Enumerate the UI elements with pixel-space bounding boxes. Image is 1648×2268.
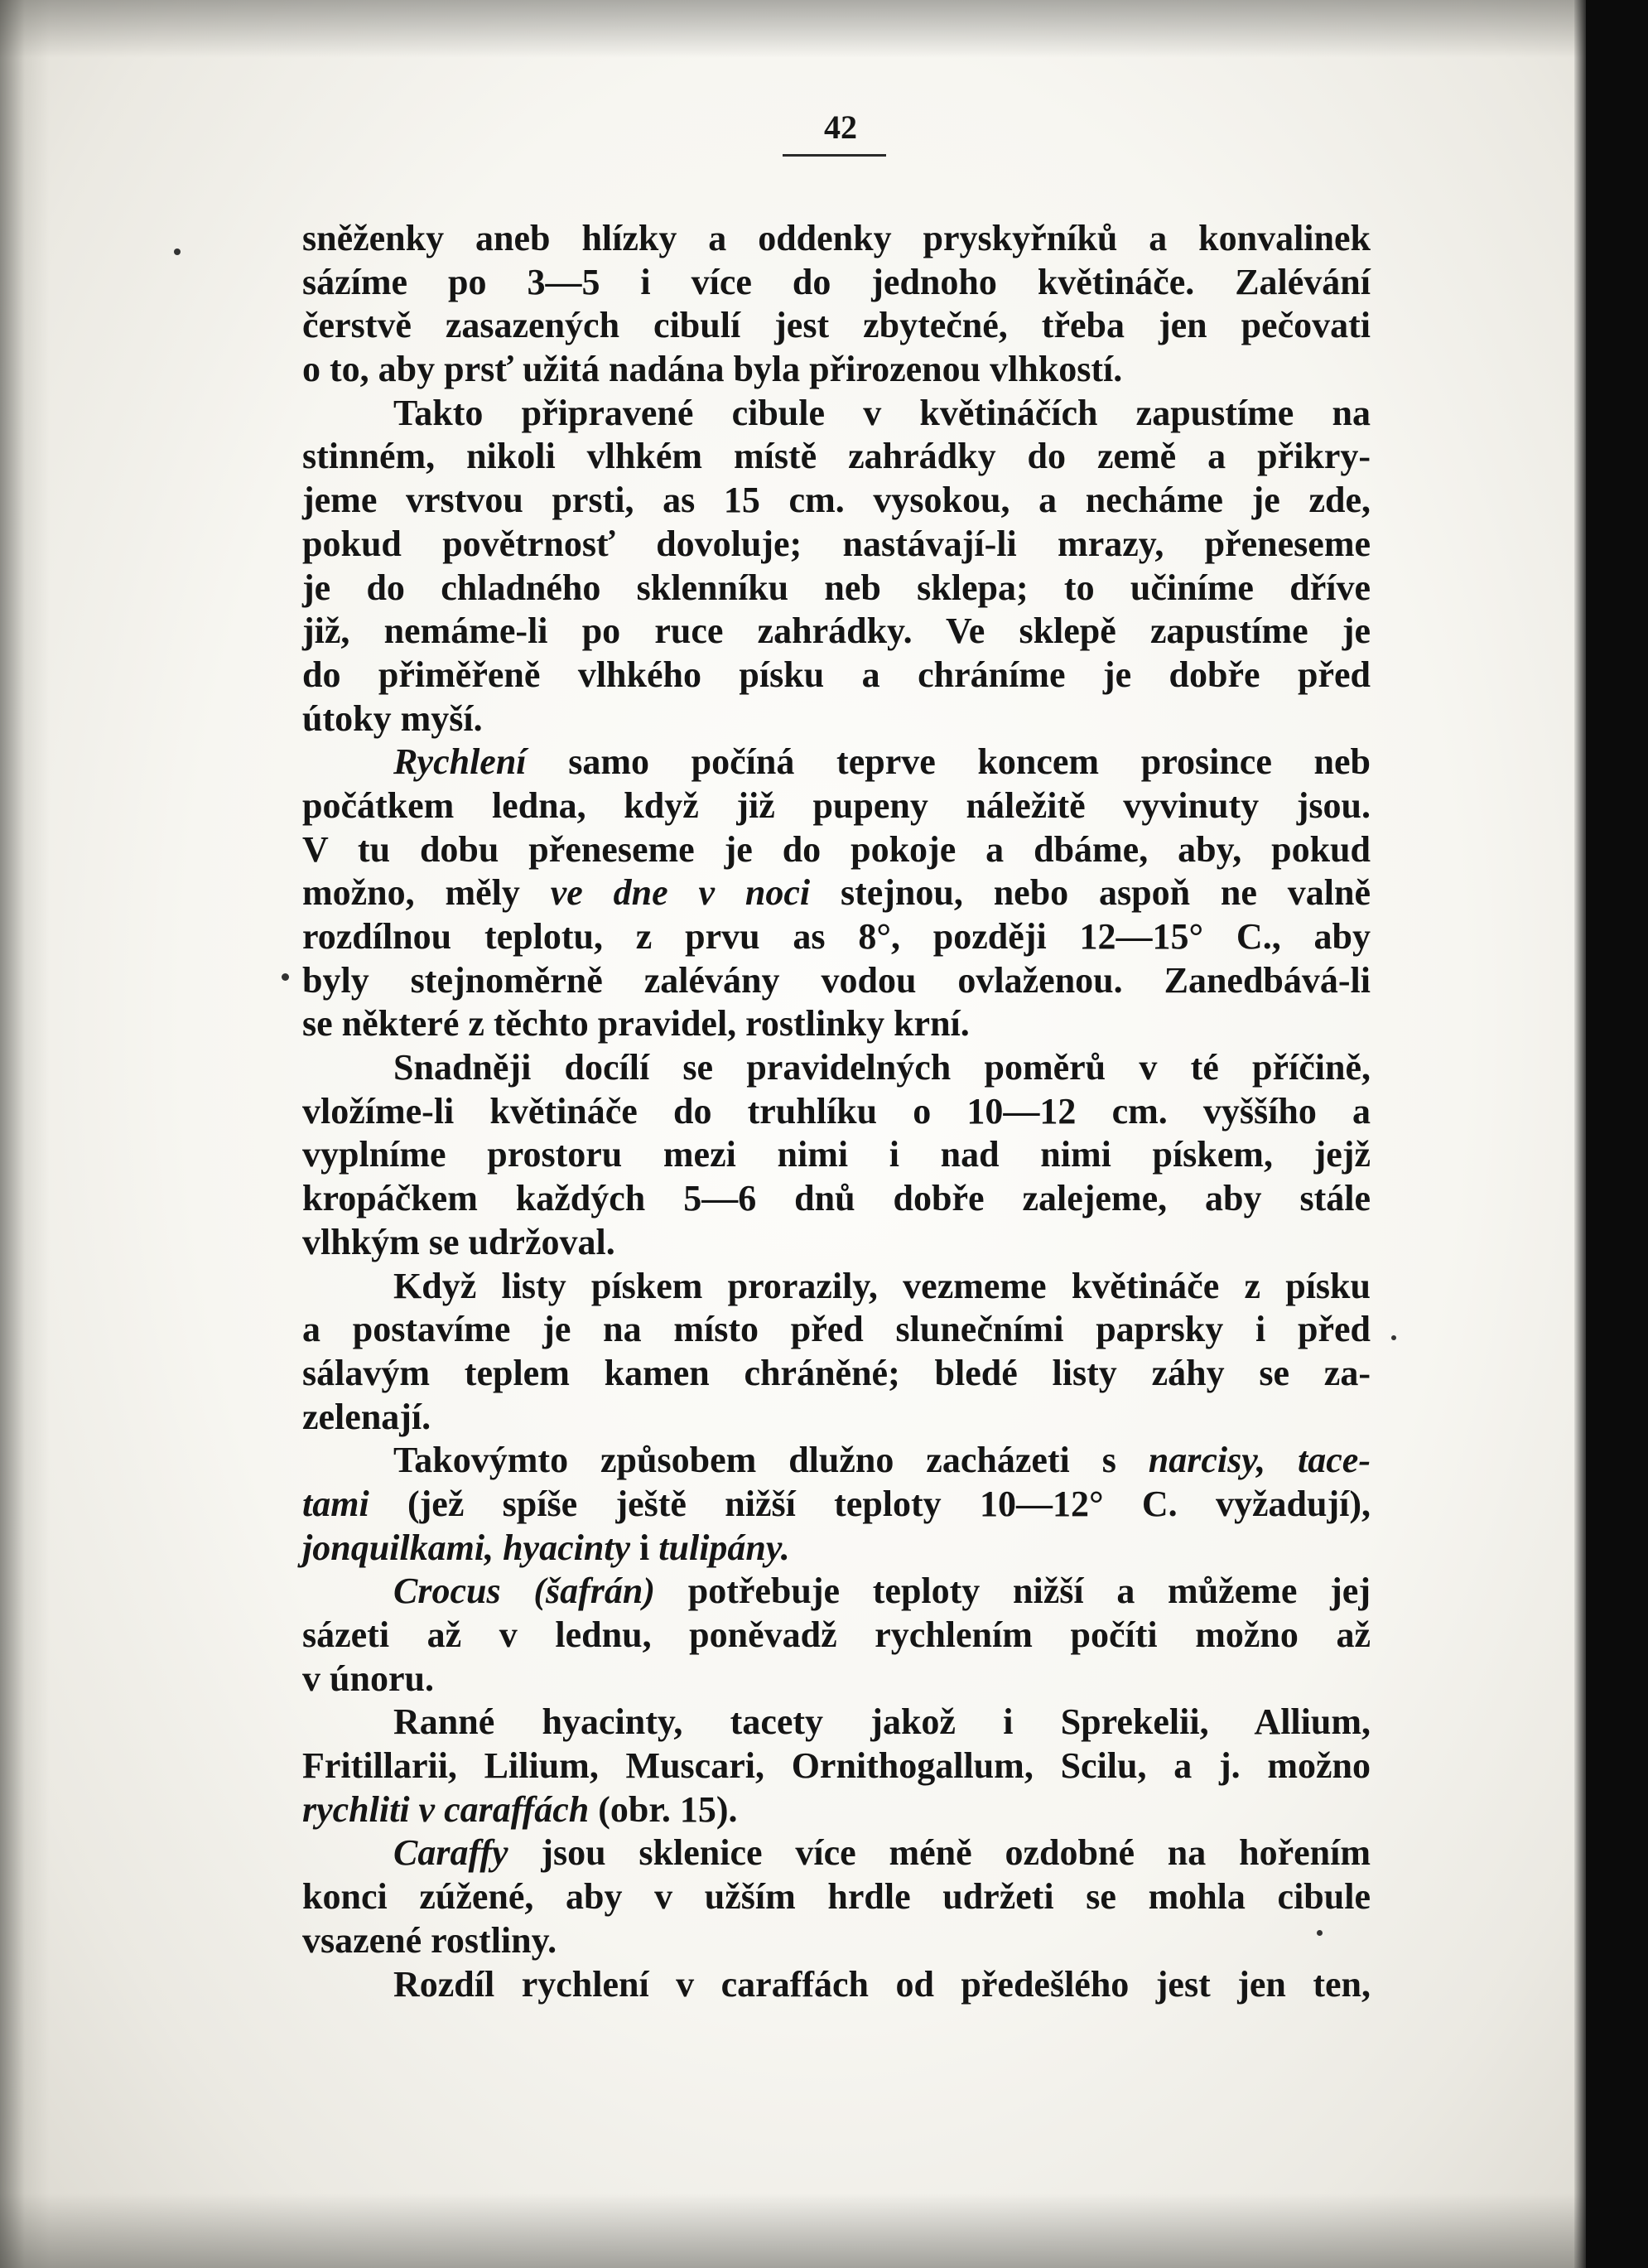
text-line: Caraffy jsou sklenice více méně ozdobné na hořením <box>393 1832 1371 1874</box>
text-line: vsazené rostliny. <box>302 1919 557 1961</box>
text-line: Takovýmto způsobem dlužno zacházeti s narcisy, tace- <box>393 1440 1371 1481</box>
text-line: V tu dobu přeneseme je do pokoje a dbáme, aby, pokud <box>302 828 1371 870</box>
page-shadow-bottom <box>0 2193 1648 2268</box>
page-number-rule <box>783 154 886 157</box>
text-line: byly stejnoměrně zalévány vodou ovlaženou. Zanedbává-li <box>302 959 1371 1001</box>
scan-border-right <box>1586 0 1648 2268</box>
ink-speck <box>282 973 289 981</box>
text-line: rychliti v caraffách (obr. 15). <box>302 1788 738 1830</box>
text-line: Fritillarii, Lilium, Muscari, Ornithogallum, Scilu, a j. možno <box>302 1745 1371 1787</box>
text-line: sázíme po 3—5 i více do jednoho květináče. Zalévání <box>302 261 1371 302</box>
text-line: vložíme-li květináče do truhlíku o 10—12 cm. vyššího a <box>302 1090 1371 1132</box>
text-line: možno, měly ve dne v noci stejnou, nebo aspoň ne valně <box>302 872 1371 914</box>
text-line: rozdílnou teplotu, z prvu as 8°, později 12—15° C., aby <box>302 916 1371 957</box>
text-line: sálavým teplem kamen chráněné; bledé listy záhy se za- <box>302 1352 1371 1393</box>
text-line: Snadněji docílí se pravidelných poměrů v té příčině, <box>393 1047 1371 1088</box>
text-line: sázeti až v lednu, poněvadž rychlením počíti možno až <box>302 1614 1371 1655</box>
text-line: stinném, nikoli vlhkém místě zahrádky do země a přikry- <box>302 436 1371 477</box>
ink-speck <box>174 249 181 255</box>
text-line: Když listy pískem prorazily, vezmeme květináče z písku <box>393 1265 1371 1306</box>
text-line: útoky myší. <box>302 697 483 739</box>
text-line: zelenají. <box>302 1396 431 1437</box>
ink-speck <box>1317 1930 1323 1936</box>
ink-speck <box>1391 1335 1396 1340</box>
text-line: konci zúžené, aby v užším hrdle udržeti se mohla cibule <box>302 1876 1371 1918</box>
text-line: kropáčkem každých 5—6 dnů dobře zalejeme, aby stále <box>302 1178 1371 1219</box>
text-line: čerstvě zasazených cibulí jest zbytečné, třeba jen pečovati <box>302 305 1371 346</box>
text-line: jonquilkami, hyacinty i tulipány. <box>302 1527 790 1568</box>
page-shadow-left <box>0 0 50 2268</box>
text-line: sněženky aneb hlízky a oddenky pryskyřníků a konvalinek <box>302 218 1371 258</box>
text-line: vyplníme prostoru mezi nimi i nad nimi pískem, jejž <box>302 1134 1371 1175</box>
text-line: je do chladného sklenníku neb sklepa; to učiníme dříve <box>302 567 1371 608</box>
text-line: v únoru. <box>302 1658 434 1699</box>
body-text <box>302 217 1371 2006</box>
text-line: Ranné hyacinty, tacety jakož i Sprekelii, Allium, <box>393 1701 1371 1743</box>
text-line: jeme vrstvou prsti, as 15 cm. vysokou, a necháme je zde, <box>302 480 1371 521</box>
text-line: o to, aby prsť užitá nadána byla přirozenou vlhkostí. <box>302 349 1123 390</box>
text-line: Rozdíl rychlení v caraffách od předešlého jest jen ten, <box>393 1963 1371 2005</box>
text-line: vlhkým se udržoval. <box>302 1221 615 1262</box>
text-line: do přiměřeně vlhkého písku a chráníme je dobře před <box>302 654 1371 695</box>
page-gutter-shadow <box>1574 0 1586 2268</box>
text-line: pokud povětrnosť dovoluje; nastávají-li mrazy, přeneseme <box>302 523 1371 564</box>
text-line: tami (jež spíše ještě nižší teploty 10—12° C. vyžadují), <box>302 1483 1371 1524</box>
text-line: Takto připravené cibule v květináčích zapustíme na <box>393 392 1371 433</box>
text-line: Rychlení samo počíná teprve koncem prosince neb <box>393 741 1371 783</box>
text-line: a postavíme je na místo před slunečními paprsky i před <box>302 1309 1371 1350</box>
text-line: již, nemáme-li po ruce zahrádky. Ve sklepě zapustíme je <box>302 610 1371 652</box>
text-line: se některé z těchto pravidel, rostlinky krní. <box>302 1003 970 1045</box>
text-line: počátkem ledna, když již pupeny náležitě vyvinuty jsou. <box>302 784 1371 826</box>
text-line: Crocus (šafrán) potřebuje teploty nižší a můžeme jej <box>393 1571 1371 1612</box>
page-shadow-top <box>0 0 1648 58</box>
page-number: 42 <box>824 109 857 146</box>
